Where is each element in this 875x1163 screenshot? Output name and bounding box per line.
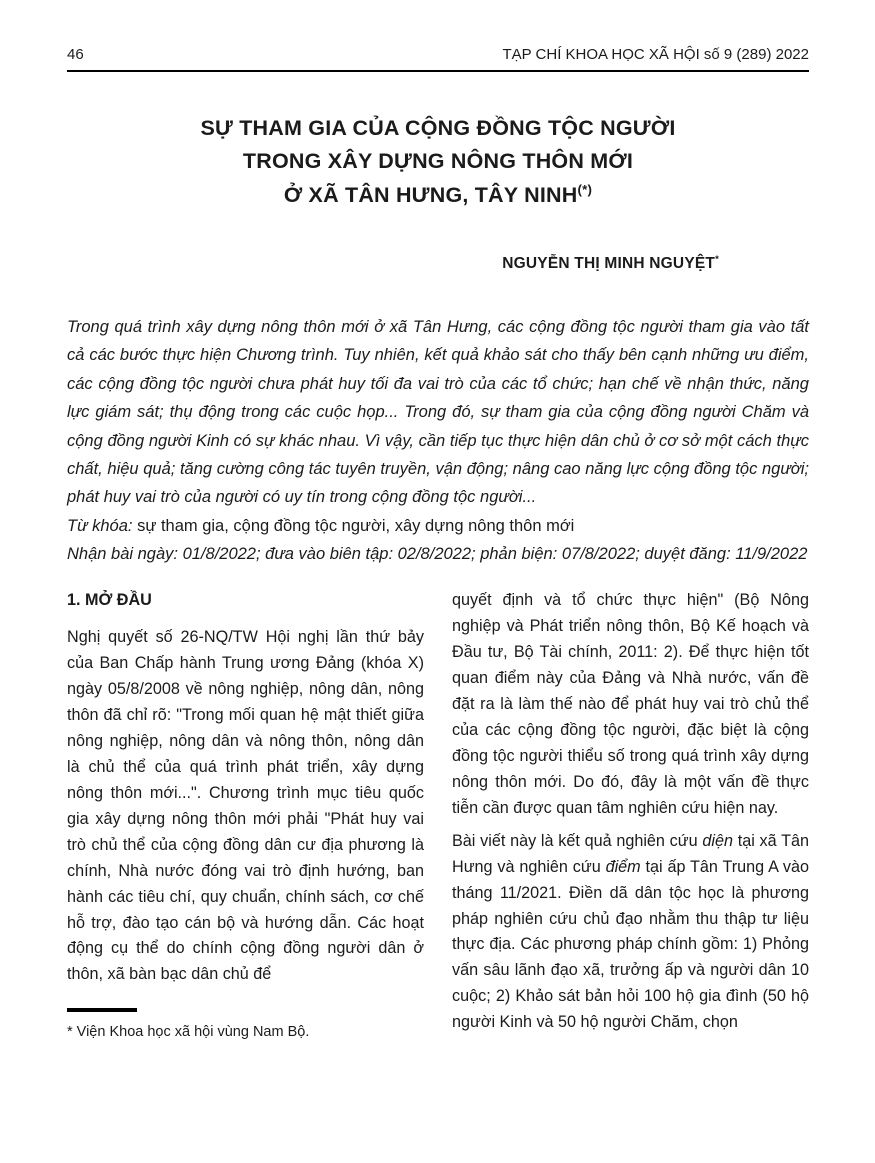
author-footnote-marker: * [715, 253, 719, 265]
footnote-text: * Viện Khoa học xã hội vùng Nam Bộ. [67, 1024, 310, 1041]
abstract-text: Trong quá trình xây dựng nông thôn mới ở xã Tân Hưng, các cộng đồng tộc người tham gia vào tất cả các bước thực hiện Chương trình. Tuy nhiên, kết quả khảo sát cho thấy bên cạnh những ưu điểm, các cộng đồng tộc người chưa phát huy tối đa vai trò của các tổ chức; hạn chế về nhận thức, năng lực giám sát; thụ động trong các cuộc họp... Trong đó, sự tham gia của cộng đồng người Chăm và cộng đồng người Kinh có sự khác nhau. Vì vậy, cần tiếp tục thực hiện dân chủ ở cơ sở một cách thực chất, hiệu quả; tăng cường công tác tuyên truyền, vận động; nâng cao năng lực cộng đồng tộc người; phát huy vai trò của người có uy tín trong cộng đồng tộc người... [67, 318, 809, 507]
received-dates-line: Nhận bài ngày: 01/8/2022; đưa vào biên tập: 02/8/2022; phản biện: 07/8/2022; duyệt đăng: 11/9/2022 [67, 545, 808, 564]
right-p2-segment-3: tại xã Tân Hưng và nghiên cứu [452, 831, 809, 876]
right-p2-segment-1: Bài viết này là kết quả nghiên cứu [452, 831, 703, 850]
title-footnote-marker: (*) [577, 181, 593, 197]
right-paragraph-2 [452, 829, 809, 1036]
title-line-2: TRONG XÂY DỰNG NÔNG THÔN MỚI [242, 149, 634, 174]
journal-title: TẠP CHÍ KHOA HỌC XÃ HỘI số 9 (289) 2022 [502, 46, 809, 63]
right-column [452, 588, 809, 1044]
footnote-rule [67, 1008, 137, 1012]
footnote-block [67, 1008, 424, 1044]
section-1-paragraph: Nghị quyết số 26-NQ/TW Hội nghị lần thứ bảy của Ban Chấp hành Trung ương Đảng (khóa X) ngày 05/8/2008 về nông nghiệp, nông dân, nông thôn đã chỉ rõ: "Trong mối quan hệ mật thiết giữa nông nghiệp, nông dân và nông thôn, nông dân là chủ thể của quá trình phát triển, xây dựng nông thôn mới...". Chương trình mục tiêu quốc gia xây dựng nông thôn mới phải "Phát huy vai trò chủ thể của cộng đồng dân cư địa phương là chính, Nhà nước đóng vai trò định hướng, ban hành các tiêu chí, quy chuẩn, chính sách, cơ chế hỗ trợ, đào tạo cán bộ và hướng dẫn. Các hoạt động cụ thể do chính cộng đồng người dân ở thôn, xã bàn bạc dân chủ để [67, 628, 424, 984]
article-title [67, 112, 809, 212]
right-paragraph-1: quyết định và tổ chức thực hiện" (Bộ Nông nghiệp và Phát triển nông thôn, Bộ Kế hoạch và Đầu tư, Bộ Tài chính, 2011: 2). Để thực hiện tốt quan điểm này của Đảng và Nhà nước, vấn đề đặt ra là làm thế nào để phát huy vai trò chủ thể của các cộng đồng tộc người, đặc biệt là cộng đồng tộc người thiểu số trong quá trình xây dựng nông thôn mới. Do đó, đây là một vấn đề thực tiễn cần được quan tâm nghiên cứu hiện nay. [452, 591, 809, 817]
page-number: 46 [67, 46, 84, 63]
right-p2-italic-diem: điểm [605, 857, 641, 876]
title-line-3-text: Ở XÃ TÂN HƯNG, TÂY NINH [283, 182, 578, 207]
page-header [67, 46, 809, 72]
keywords-label: Từ khóa: [67, 516, 133, 535]
right-p2-segment-5: tại ấp Tân Trung A vào tháng 11/2021. Điền dã dân tộc học là phương pháp nghiên cứu chủ đạo nhằm thu thập tư liệu thực địa. Các phương pháp chính gồm: 1) Phỏng vấn sâu lãnh đạo xã, trưởng ấp và người dân 10 cuộc; 2) Khảo sát bản hỏi 100 hộ gia đình (50 hộ người Kinh và 50 hộ người Chăm, chọn [452, 857, 809, 1032]
keywords-text: sự tham gia, cộng đồng tộc người, xây dựng nông thôn mới [132, 516, 575, 535]
left-column [67, 588, 424, 1044]
section-1-heading: 1. MỞ ĐẦU [67, 591, 152, 610]
title-line-3 [67, 179, 809, 212]
author-name: NGUYỄN THỊ MINH NGUYỆT [502, 255, 716, 273]
author-line [67, 254, 809, 273]
keywords-line [67, 512, 809, 540]
title-line-1: SỰ THAM GIA CỦA CỘNG ĐỒNG TỘC NGƯỜI [200, 116, 676, 140]
right-p2-italic-dien: diện [702, 831, 733, 850]
article-body [67, 588, 809, 1044]
